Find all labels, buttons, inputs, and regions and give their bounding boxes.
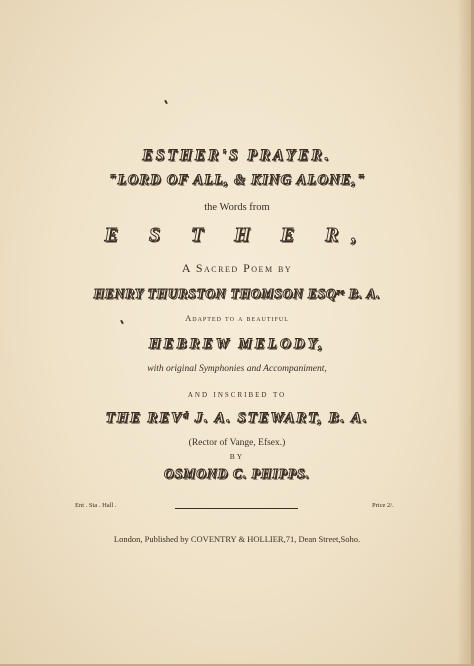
melody-title: HEBREW MELODY, <box>148 336 326 352</box>
stationers-hall-entry: Ent . Sta . Hall . <box>75 502 117 509</box>
price-label: Price 2/. <box>372 502 394 509</box>
inscribed-line: and inscribed to <box>187 389 287 400</box>
piece-title: ESTHER'S PRAYER. <box>142 147 332 164</box>
by-line: BY <box>229 452 245 461</box>
ink-speck <box>164 100 168 104</box>
sacred-poem-line: A Sacred Poem by <box>181 261 293 275</box>
rector-line: (Rector of Vange, Efsex.) <box>188 438 286 448</box>
piece-subtitle: "LORD OF ALL, & KING ALONE," <box>108 172 366 188</box>
words-from-line: the Words from <box>204 202 270 213</box>
divider-rule <box>175 508 298 509</box>
composer-name: OSMOND C. PHIPPS. <box>163 466 310 481</box>
dedicatee-name: THE REVᵈ J. A. STEWART, B. A. <box>105 410 369 426</box>
publisher-imprint: London, Published by COVENTRY & HOLLIER,71, Dean Street,Soho. <box>113 534 361 544</box>
author-name: HENRY THURSTON THOMSON ESQʳᵉ B. A. <box>93 286 381 301</box>
adapted-line: Adapted to a beautiful <box>185 313 289 323</box>
source-title: E S T H E R, <box>104 224 370 246</box>
symphonies-line: with original Symphonies and Accompaniment, <box>147 364 327 374</box>
